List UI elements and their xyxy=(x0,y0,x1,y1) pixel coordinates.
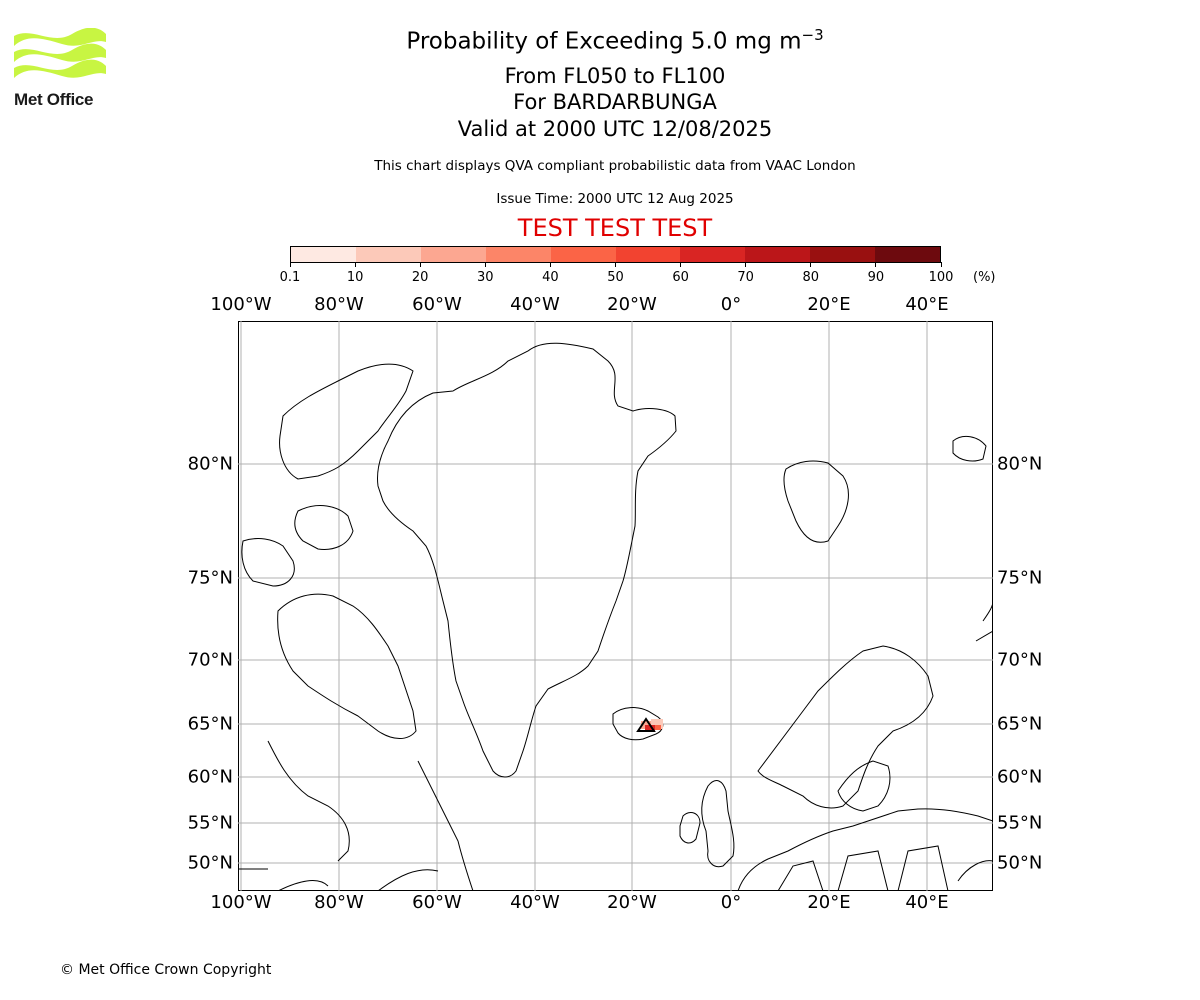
colorbar-unit: (%) xyxy=(973,270,996,285)
latitude-label: 50°N xyxy=(187,852,233,874)
colorbar-segment xyxy=(551,247,616,262)
colorbar-tick xyxy=(875,262,876,267)
title-text: Probability of Exceeding 5.0 mg m xyxy=(406,28,802,55)
colorbar-segment xyxy=(486,247,551,262)
copyright-notice: © Met Office Crown Copyright xyxy=(60,962,272,978)
colorbar-segment xyxy=(680,247,745,262)
colorbar-segment xyxy=(875,247,940,262)
colorbar-segment xyxy=(421,247,486,262)
colorbar-tick xyxy=(745,262,746,267)
latitude-label: 80°N xyxy=(187,453,233,475)
colorbar-tick xyxy=(290,262,291,267)
latitude-label: 65°N xyxy=(187,713,233,735)
volcano-name: For BARDARBUNGA xyxy=(513,90,717,114)
colorbar-tick-label: 20 xyxy=(411,270,429,285)
map-panel[interactable] xyxy=(238,321,993,891)
longitude-label: 60°W xyxy=(412,294,462,315)
longitude-label: 100°W xyxy=(210,892,272,913)
colorbar-tick xyxy=(810,262,811,267)
latitude-label: 80°N xyxy=(997,453,1043,475)
valid-time: Valid at 2000 UTC 12/08/2025 xyxy=(457,117,773,141)
longitude-label: 20°E xyxy=(807,294,851,315)
colorbar-tick-label: 40 xyxy=(542,270,559,285)
longitude-label: 40°E xyxy=(905,892,949,913)
colorbar-tick-label: 60 xyxy=(672,270,689,285)
latitude-label: 75°N xyxy=(187,567,233,589)
probability-colorbar xyxy=(290,246,941,263)
longitude-label: 20°E xyxy=(807,892,851,913)
colorbar-tick-label: 80 xyxy=(802,270,820,285)
colorbar-tick-label: 10 xyxy=(346,270,364,285)
longitude-label: 20°W xyxy=(607,294,657,315)
colorbar-segment xyxy=(356,247,421,262)
colorbar-tick xyxy=(420,262,421,267)
colorbar-tick-label: 90 xyxy=(867,270,885,285)
longitude-label: 20°W xyxy=(607,892,657,913)
level-range: From FL050 to FL100 xyxy=(504,64,726,88)
latitude-label: 70°N xyxy=(187,649,233,671)
chart-title xyxy=(0,26,1200,55)
latitude-label: 60°N xyxy=(187,766,233,788)
longitude-label: 100°W xyxy=(210,294,272,315)
colorbar-tick xyxy=(615,262,616,267)
longitude-label: 80°W xyxy=(314,294,364,315)
colorbar-tick xyxy=(485,262,486,267)
latitude-label: 70°N xyxy=(997,649,1043,671)
colorbar-tick xyxy=(550,262,551,267)
colorbar-segment xyxy=(745,247,810,262)
colorbar-tick xyxy=(680,262,681,267)
logo-text: Met Office xyxy=(14,90,94,109)
colorbar-tick-label: 50 xyxy=(607,270,624,285)
latitude-label: 55°N xyxy=(187,812,233,834)
chart-description: This chart displays QVA compliant probabilistic data from VAAC London xyxy=(374,158,856,174)
test-banner: TEST TEST TEST xyxy=(517,214,713,242)
colorbar-tick-label: 30 xyxy=(477,270,494,285)
colorbar-tick-label: 100 xyxy=(928,270,954,285)
colorbar-tick-label: 0.1 xyxy=(279,270,301,285)
colorbar-tick xyxy=(355,262,356,267)
colorbar-tick-label: 70 xyxy=(737,270,754,285)
latitude-label: 60°N xyxy=(997,766,1043,788)
longitude-label: 60°W xyxy=(412,892,462,913)
latitude-label: 55°N xyxy=(997,812,1043,834)
colorbar-segment xyxy=(616,247,681,262)
longitude-label: 0° xyxy=(720,294,742,315)
latitude-label: 75°N xyxy=(997,567,1043,589)
longitude-label: 0° xyxy=(720,892,742,913)
colorbar-tick xyxy=(941,262,942,267)
colorbar-segment xyxy=(291,247,356,262)
colorbar-segment xyxy=(810,247,875,262)
longitude-label: 40°W xyxy=(510,892,560,913)
latitude-label: 50°N xyxy=(997,852,1043,874)
title-superscript: −3 xyxy=(801,26,824,44)
longitude-label: 80°W xyxy=(314,892,364,913)
longitude-label: 40°E xyxy=(905,294,949,315)
longitude-label: 40°W xyxy=(510,294,560,315)
latitude-label: 65°N xyxy=(997,713,1043,735)
issue-time: Issue Time: 2000 UTC 12 Aug 2025 xyxy=(496,191,734,207)
